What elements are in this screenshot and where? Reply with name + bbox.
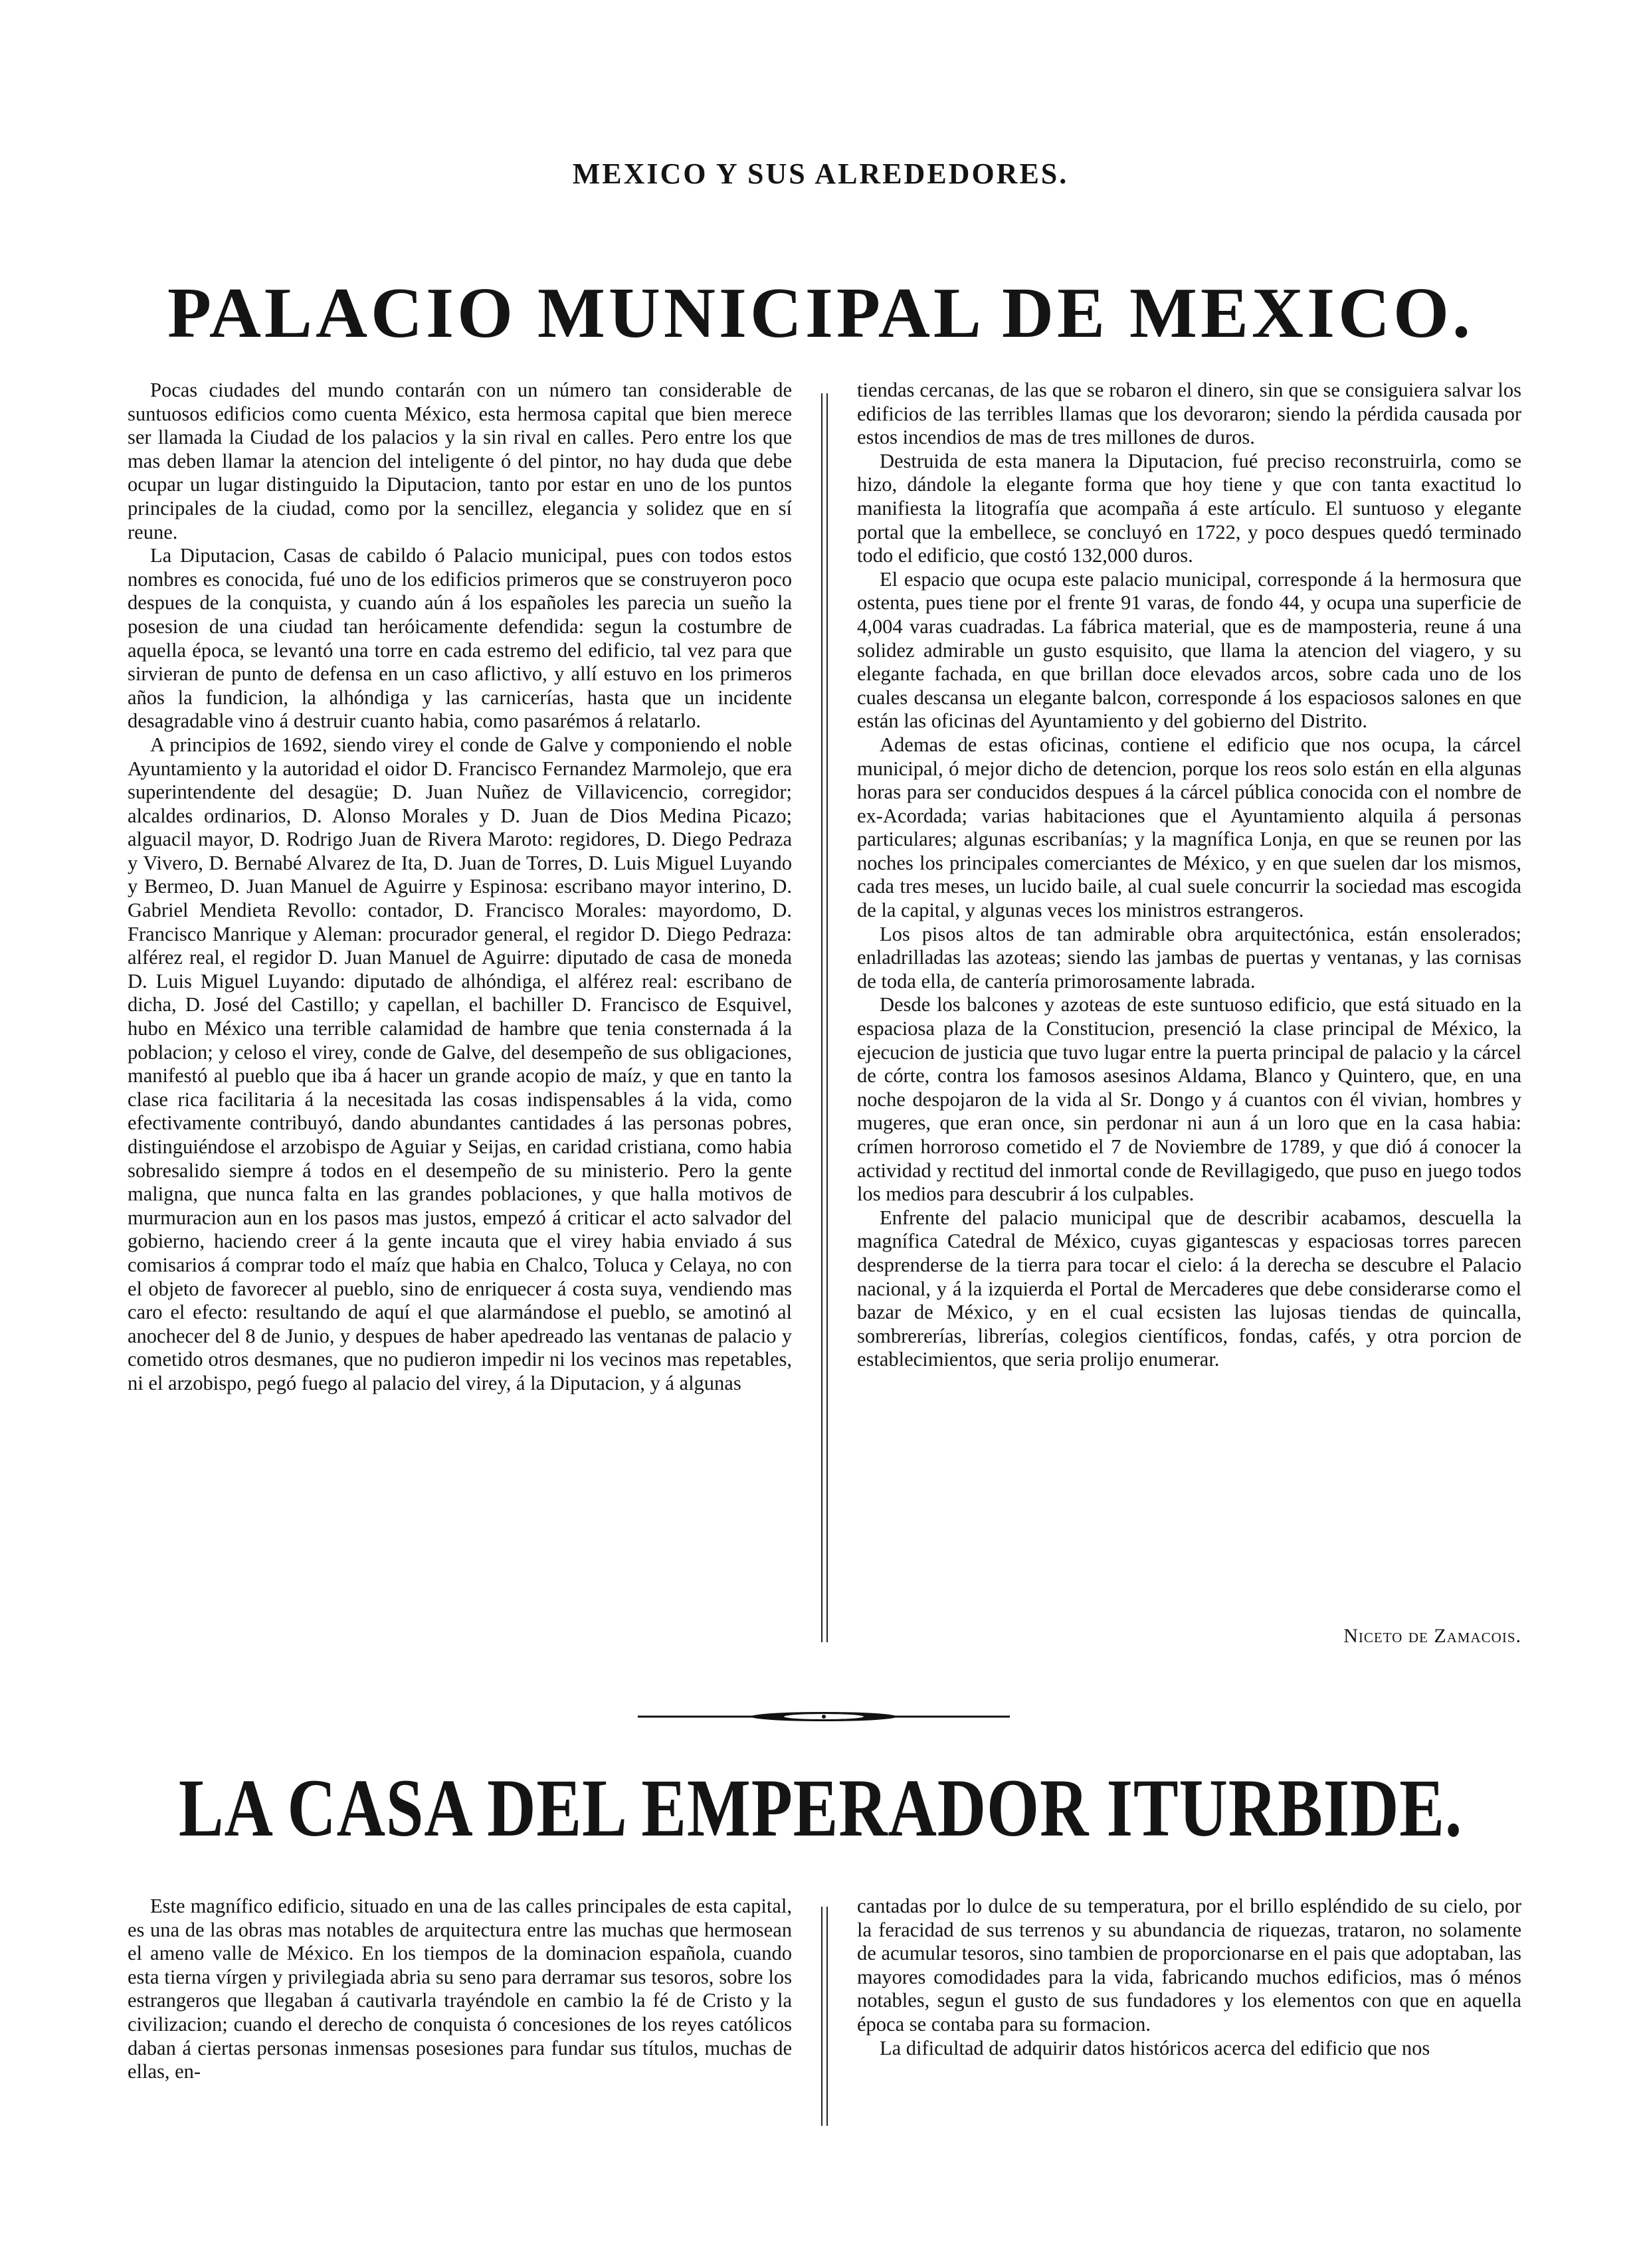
paragraph-continued: cantadas por lo dulce de su temperatura, por el brillo espléndido de su cielo, por la feracidad de sus terrenos y su abundancia de riquezas, trataron, no solamente de acumular tesoros, sino tambien de proporcionarse en el pais que adoptaban, las mayores comodidades para la vida, fabricando muchos edificios, mas ó ménos notables, segun el gusto de sus fundadores y los elementos con que en aquella época se contaba para su formacion. xyxy=(857,1895,1521,2035)
paragraph: Los pisos altos de tan admirable obra arquitectónica, están ensolerados; enladrilladas las azoteas; siendo las jambas de puertas y ventanas, y las cornisas de toda ella, de cantería primorosamente labrada. xyxy=(857,922,1521,992)
paragraph: El espacio que ocupa este palacio municipal, corresponde á la hermosura que ostenta, pues tiene por el frente 91 varas, de fondo 44, y ocupa una superficie de 4,004 varas cuadradas. La fábrica material, que es de mamposteria, reune á una solidez admirable un gusto esquisito, que llama la atencion del viagero, y su elegante fachada, en que brillan doce elevados arcos, sobre cada uno de los cuales descansa un elegante balcon, corresponde á los espaciosos salones en que están las oficinas del Ayuntamiento y del gobierno del Distrito. xyxy=(857,567,1521,733)
article1-column-right xyxy=(857,379,1521,1372)
paragraph: Pocas ciudades del mundo contarán con un número tan considerable de suntuosos edificios como cuenta México, esta hermosa capital que bien merece ser llamada la Ciudad de los palacios y la sin rival en calles. Pero entre los que mas deben llamar la atencion del inteligente ó del pintor, no hay duda que debe ocupar un lugar distinguido la Diputacion, tanto por estar en uno de los puntos principales de la ciudad, como por la sencillez, elegancia y solidez que en sí reune. xyxy=(128,379,792,543)
paragraph: Desde los balcones y azoteas de este suntuoso edificio, que está situado en la espaciosa plaza de la Constitucion, presenció la clase principal de México, la ejecucion de justicia que tuvo lugar entre la puerta principal de palacio y la cárcel de córte, contra los famosos asesinos Aldama, Blanco y Quintero, que, en una noche despojaron de la vida al Sr. Dongo y á cuantos con él vivian, hombres y mugeres, que eran once, sin perdonar ni aun á un loro que en la casa habia: crímen horroroso cometido el 7 de Noviembre de 1789, y que dió á conocer la actividad y rectitud del inmortal conde de Revillagigedo, que puso en juego todos los medios para descubrir á los culpables. xyxy=(857,993,1521,1206)
author-signature: Niceto de Zamacois. xyxy=(1343,1625,1521,1647)
paragraph: A principios de 1692, siendo virey el conde de Galve y componiendo el noble Ayuntamiento y la autoridad el oidor D. Francisco Fernandez Marmolejo, que era superintendente del desagüe; D. Juan Nuñez de Villavicencio, corregidor; alcaldes ordinarios, D. Alonso Morales y D. Juan de Dios Medina Picazo; alguacil mayor, D. Rodrigo Juan de Rivera Maroto: regidores, D. Diego Pedraza y Vivero, D. Bernabé Alvarez de Ita, D. Juan de Torres, D. Luis Miguel Luyando y Bermeo, D. Juan Manuel de Aguirre y Espinosa: escribano mayor interino, D. Gabriel Mendieta Revollo: contador, D. Francisco Morales: mayordomo, D. Francisco Manrique y Aleman: procurador general, el regidor D. Diego Pedraza: alférez real, el regidor D. Juan Manuel de Aguirre: diputado de casa de moneda D. Luis Miguel Luyando: diputado de alhóndiga, el alférez real: escribano de dicha, D. José del Castillo; y capellan, el bachiller D. Francisco de Esquivel, hubo en México una terrible calamidad de hambre que tenia consternada á la poblacion; y celoso el virey, conde de Galve, del desempeño de sus obligaciones, manifestó al pueblo que iba á hacer un grande acopio de maíz, y que en tanto la clase rica facilitaria á la necesitada las cosas indispensables á la vida, como efectivamente contribuyó, dando abundantes cantidades á las personas pobres, distinguiéndose el arzobispo de Aguiar y Seijas, en caridad cristiana, como habia sobresalido siempre á todos en el desempeño de su ministerio. Pero la gente maligna, que nunca falta en las grandes poblaciones, y que halla motivos de murmuracion aun en los pasos mas justos, empezó á criticar el acto salvador del gobierno, haciendo creer á la gente incauta que el virey habia enviado á sus comisarios á comprar todo el maíz que habia en Chalco, Toluca y Celaya, no con el objeto de favorecer al pueblo, sino de enriquecer á costa suya, vendiendo mas caro el efecto: resultando de aquí el que alarmándose el pueblo, se amotinó al anochecer del 8 de Junio, y despues de haber apedreado las ventanas de palacio y cometido otros desmanes, que no pudieron impedir ni los vecinos mas repetables, ni el arzobispo, pegó fuego al palacio del virey, á la Diputacion, y á algunas xyxy=(128,733,792,1394)
paragraph: Destruida de esta manera la Diputacion, fué preciso reconstruirla, como se hizo, dándole la elegante forma que hoy tiene y que con tanta exactitud lo manifiesta la litografía que acompaña á este artículo. El suntuoso y elegante portal que la embellece, se concluyó en 1722, y poco despues quedó terminado todo el edificio, que costó 132,000 duros. xyxy=(857,449,1521,567)
column-rule xyxy=(821,1907,828,2126)
paragraph: La Diputacion, Casas de cabildo ó Palacio municipal, pues con todos estos nombres es conocida, fué uno de los edificios primeros que se construyeron poco despues de la conquista, y cuando aún á los españoles les parecia un sueño la posesion de una ciudad tan heróicamente defendida: segun la costumbre de aquella época, se levantó una torre en cada estremo del edificio, tal vez para que sirvieran de punto de defensa en un caso aflictivo, y allí estuvo en los primeros años la fundicion, la alhóndiga y las carnicerías, hasta que un incidente desagradable vino á destruir cuanto habia, como pasarémos á relatarlo. xyxy=(128,544,792,733)
article2-column-left xyxy=(128,1895,792,2084)
paragraph: La dificultad de adquirir datos históricos acerca del edificio que nos xyxy=(880,2036,1430,2059)
paragraph: Este magnífico edificio, situado en una de las calles principales de esta capital, es una de las obras mas notables de arquitectura entre las muchas que hermosean el ameno valle de México. En los tiempos de la dominacion española, cuando esta tierna vírgen y privilegiada abria su seno para derramar sus tesoros, sobre los estrangeros que llegaban á cautivarla trayéndole en cambio la fé de Cristo y la civilizacion; cuando el derecho de conquista ó concesiones de los reyes católicos daban á ciertas personas inmensas posesiones para fundar sus títulos, muchas de ellas, en- xyxy=(128,1895,792,2083)
article-title-iturbide: LA CASA DEL EMPERADOR ITURBIDE. xyxy=(178,1762,1463,1853)
article-title-palacio: PALACIO MUNICIPAL DE MEXICO. xyxy=(167,274,1474,353)
column-rule xyxy=(821,393,828,1642)
paragraph: Ademas de estas oficinas, contiene el edificio que nos ocupa, la cárcel municipal, ó mejor dicho de detencion, porque los reos solo están en ella algunas horas para ser conducidos despues á la cárcel pública conocida con el nombre de ex-Acordada; varias habitaciones que el Ayuntamiento alquila á personas particulares; algunas escribanías; y la magnífica Lonja, en que se reunen por las noches los principales comerciantes de México, y en que suelen dar los mismos, cada tres meses, un lucido baile, al cual suele concurrir la sociedad mas escogida de la capital, y algunas veces los ministros estrangeros. xyxy=(857,733,1521,922)
paragraph-continued: tiendas cercanas, de las que se robaron el dinero, sin que se consiguiera salvar los edificios de las terribles llamas que los devoraron; siendo la pérdida causada por estos incendios de mas de tres millones de duros. xyxy=(857,379,1521,449)
article2-column-right xyxy=(857,1895,1521,2060)
paragraph: Enfrente del palacio municipal que de describir acabamos, descuella la magnífica Catedral de México, cuyas gigantescas y espaciosas torres parecen desprenderse de la tierra para tocar el cielo: á la derecha se descubre el Palacio nacional, y á la izquierda el Portal de Mercaderes que debe considerarse como el bazar de México, y en el cual ecsisten las lujosas tiendas de quincalla, sombrererías, librerías, colegios científicos, fondas, cafés, y otra porcion de establecimientos, que seria prolijo enumerar. xyxy=(857,1206,1521,1371)
running-head: MEXICO Y SUS ALREDEDORES. xyxy=(572,157,1069,190)
ornamental-divider xyxy=(638,1709,1010,1725)
article1-column-left xyxy=(128,379,792,1396)
